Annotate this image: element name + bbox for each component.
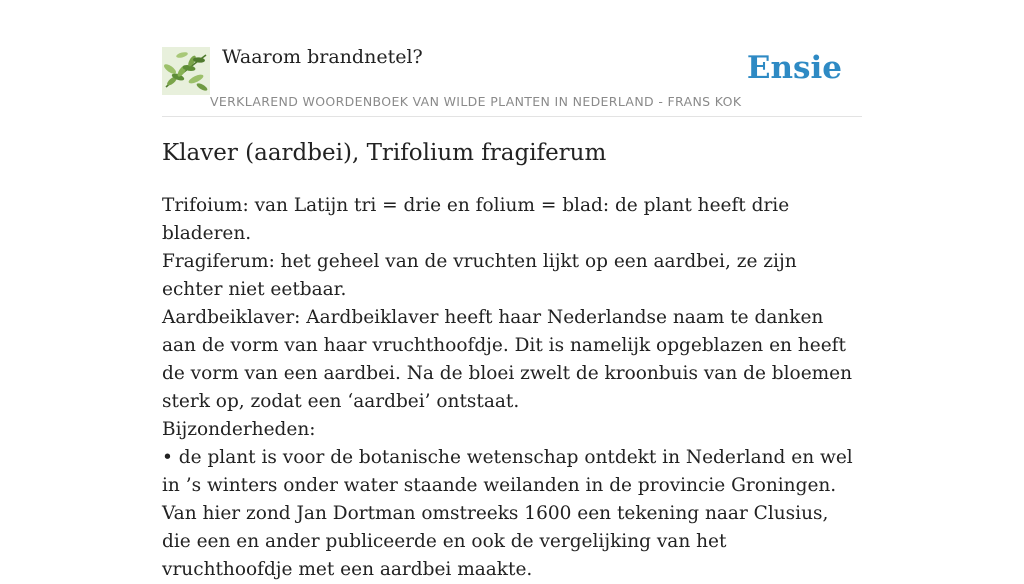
paragraph-aardbeiklaver: Aardbeiklaver: Aardbeiklaver heeft haar Nederlandse naam te danken aan de vorm van haar vruchthoofdje. Dit is namelijk opgeblazen en heeft de vorm van een aardbei. Na de bloei zwelt de kroonbuis van de bloemen sterk op, zodat een ‘aardbei’ ontstaat. xyxy=(162,307,853,412)
paragraph-bijzonderheden-heading: Bijzonderheden: xyxy=(162,419,316,440)
entry-body xyxy=(162,192,862,584)
entry-title: Klaver (aardbei), Trifolium fragiferum xyxy=(162,140,607,166)
paragraph-etymology-trifolium: Trifoium: van Latijn tri = drie en folium = blad: de plant heeft drie bladeren. xyxy=(162,195,790,244)
header xyxy=(162,44,862,117)
plant-avatar-icon xyxy=(162,47,210,95)
question-link[interactable]: Waarom brandnetel? xyxy=(222,46,423,68)
paragraph-etymology-fragiferum: Fragiferum: het geheel van de vruchten lijkt op een aardbei, ze zijn echter niet eetbaar. xyxy=(162,251,797,300)
brand-logo[interactable]: Ensie xyxy=(746,50,842,86)
dictionary-source: VERKLAREND WOORDENBOEK VAN WILDE PLANTEN IN NEDERLAND - FRANS KOK xyxy=(210,94,742,109)
paragraph-bijzonderheden-item: • de plant is voor de botanische wetenschap ontdekt in Nederland en wel in ’s winters onder water staande weilanden in de provincie Groningen. Van hier zond Jan Dortman omstreeks 1600 een tekening naar Clusius, die een en ander publiceerde en ook de vergelijking van het vruchthoofdje met een aardbei maakte. xyxy=(162,447,853,580)
